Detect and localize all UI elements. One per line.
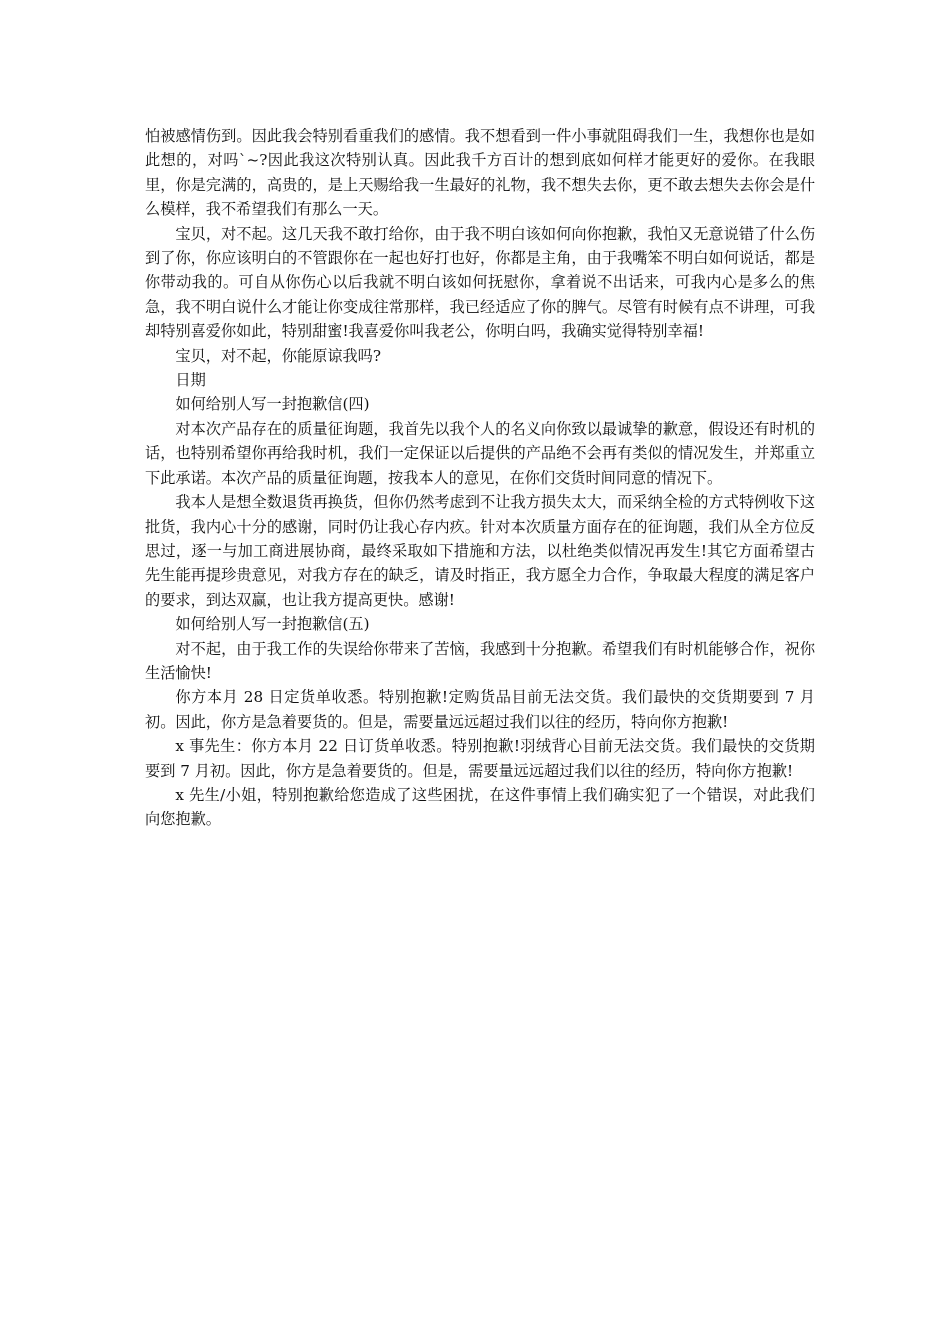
paragraph-date: 日期 — [175, 371, 206, 390]
paragraph-apology-baby: 宝贝，对不起。这几天我不敢打给你，由于我不明白该如何向你抱歉，我怕又无意说错了什么伤到了你，你应该明白的不管跟你在一起也好打也好，你都是主角，由于我嘴笨不明白如何说话，都是你带动我的。可自从你伤心以后我就不明白该如何抚慰你，拿着说不出话来，可我内心是多么的焦急，我不明白说什么才能让你变成往常那样，我已经适应了你的脾气。尽管有时候有点不讲理，可我却特别喜爱你如此，特别甜蜜!我喜爱你叫我老公，你明白吗，我确实觉得特别幸福! — [145, 224, 815, 341]
paragraph-order-22: x 事先生：你方本月 22 日订货单收悉。特别抱歉!羽绒背心目前无法交货。我们最快的交货期要到 7 月初。因此，你方是急着要货的。但是，需要量远远超过我们以往的经历，特向你方抱歉! — [145, 737, 815, 780]
paragraph-order-28: 你方本月 28 日定货单收悉。特别抱歉!定购货品目前无法交货。我们最快的交货期要到 7 月初。因此，你方是急着要货的。但是，需要量远远超过我们以往的经历，特向你方抱歉! — [145, 688, 815, 731]
paragraph-work-mistake: 对不起，由于我工作的失误给你带来了苦恼，我感到十分抱歉。希望我们有时机能够合作，祝你生活愉快! — [145, 639, 815, 682]
paragraph-quality-issue: 对本次产品存在的质量征询题，我首先以我个人的名义向你致以最诚挚的歉意，假设还有时机的话，也特别希望你再给我时机，我们一定保证以后提供的产品绝不会再有类似的情况发生，并郑重立下此承诺。本次产品的质量征询题，按我本人的意见，在你们交货时间同意的情况下。 — [145, 419, 815, 487]
paragraph-forgive-question: 宝贝，对不起，你能原谅我吗? — [175, 346, 381, 365]
paragraph-closing-apology: x 先生/小姐，特别抱歉给您造成了这些困扰，在这件事情上我们确实犯了一个错误，对此我们向您抱歉。 — [145, 785, 815, 829]
section-heading-4: 如何给别人写一封抱歉信(四) — [175, 395, 370, 414]
paragraph-return-goods: 我本人是想全数退货再换货，但你仍然考虑到不让我方损失太大，而采纳全检的方式特例收下这批货，我内心十分的感谢，同时仍让我心存内疚。针对本次质量方面存在的征询题，我们从全方位反思过，逐一与加工商进展协商，最终采取如下措施和方法，以杜绝类似情况再发生!其它方面希望古先生能再提珍贵意见，对我方存在的缺乏，请及时指正，我方愿全力合作，争取最大程度的满足客户的要求，到达双赢，也让我方提高更快。感谢! — [145, 493, 815, 609]
document-page — [145, 124, 815, 832]
section-heading-5: 如何给别人写一封抱歉信(五) — [175, 615, 370, 634]
paragraph-continued: 怕被感情伤到。因此我会特别看重我们的感情。我不想看到一件小事就阻碍我们一生，我想你也是如此想的，对吗`~?因此我这次特别认真。因此我千方百计的想到底如何样才能更好的爱你。在我眼里，你是完满的，高贵的，是上天赐给我一生最好的礼物，我不想失去你，更不敢去想失去你会是什么模样，我不希望我们有那么一天。 — [145, 127, 815, 219]
